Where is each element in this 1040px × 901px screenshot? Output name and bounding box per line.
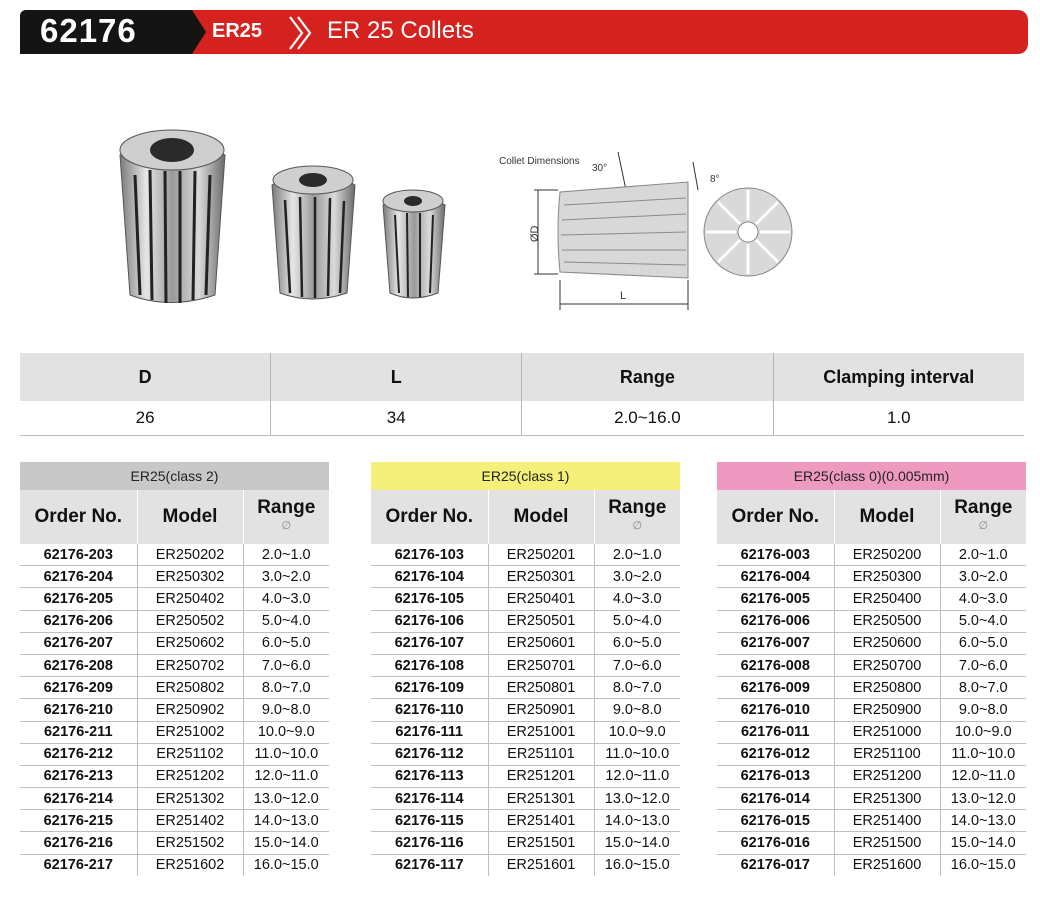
range-cell: 14.0~13.0 — [940, 810, 1026, 832]
angle-30-label: 30° — [592, 163, 608, 174]
range-cell: 2.0~1.0 — [940, 544, 1026, 566]
range-cell: 14.0~13.0 — [243, 810, 329, 832]
model-cell: ER250702 — [137, 654, 243, 676]
order-no-cell: 62176-017 — [740, 857, 810, 874]
header-order-no: Order No. — [717, 490, 834, 544]
table-row — [717, 632, 1026, 654]
table-row — [20, 677, 329, 699]
dimension-l-label: L — [620, 290, 627, 302]
order-no-cell: 62176-107 — [371, 632, 488, 654]
spec-value-l: 34 — [271, 401, 522, 436]
model-cell: ER250300 — [834, 566, 940, 588]
spec-header-d: D — [20, 353, 271, 401]
table-row — [717, 677, 1026, 699]
header-range-label: Range — [257, 497, 316, 518]
range-cell: 16.0~15.0 — [940, 854, 1026, 876]
order-no-cell: 62176-009 — [717, 677, 834, 699]
table-row — [717, 699, 1026, 721]
order-no-cell: 62176-206 — [20, 610, 137, 632]
model-cell: ER251000 — [834, 721, 940, 743]
range-cell: 6.0~5.0 — [594, 632, 680, 654]
table-row — [717, 854, 1026, 876]
range-cell: 13.0~12.0 — [243, 788, 329, 810]
model-cell: ER250902 — [137, 699, 243, 721]
model-cell: ER250500 — [834, 610, 940, 632]
order-table-class-1 — [371, 462, 680, 876]
table-row — [717, 610, 1026, 632]
table-row — [20, 810, 329, 832]
range-cell: 7.0~6.0 — [243, 654, 329, 676]
model-cell: ER250901 — [488, 699, 594, 721]
diameter-icon: ∅ — [632, 520, 643, 532]
range-cell: 2.0~1.0 — [594, 544, 680, 566]
order-no-cell: 62176-108 — [371, 654, 488, 676]
table-row — [20, 854, 329, 876]
range-cell: 4.0~3.0 — [243, 588, 329, 610]
header-range — [940, 490, 1026, 544]
angle-8-label: 8° — [710, 174, 720, 185]
order-no-cell: 62176-208 — [20, 654, 137, 676]
spec-value-range: 2.0~16.0 — [522, 401, 773, 436]
order-no-cell: 62176-110 — [371, 699, 488, 721]
range-cell: 15.0~14.0 — [940, 832, 1026, 854]
order-no-cell: 62176-011 — [717, 721, 834, 743]
range-cell: 3.0~2.0 — [940, 566, 1026, 588]
order-table-class-0 — [717, 462, 1026, 876]
model-cell: ER251500 — [834, 832, 940, 854]
spec-header-range: Range — [522, 353, 773, 401]
order-no-cell: 62176-203 — [20, 544, 137, 566]
table-row — [20, 566, 329, 588]
range-cell: 13.0~12.0 — [594, 788, 680, 810]
spec-header-l: L — [271, 353, 522, 401]
table-row — [20, 765, 329, 787]
range-cell: 13.0~12.0 — [940, 788, 1026, 810]
table-row — [371, 610, 680, 632]
spec-table — [20, 353, 1024, 436]
table-row — [20, 699, 329, 721]
table-row — [371, 588, 680, 610]
chevron-right-icon — [286, 14, 314, 52]
range-cell: 5.0~4.0 — [940, 610, 1026, 632]
range-cell: 5.0~4.0 — [243, 610, 329, 632]
order-no-cell: 62176-114 — [371, 788, 488, 810]
range-cell: 9.0~8.0 — [243, 699, 329, 721]
model-cell: ER251202 — [137, 765, 243, 787]
model-cell: ER250502 — [137, 610, 243, 632]
order-no-cell: 62176-109 — [371, 677, 488, 699]
header-order-no: Order No. — [371, 490, 488, 544]
model-cell: ER250601 — [488, 632, 594, 654]
order-no-cell: 62176-003 — [717, 544, 834, 566]
class-label: ER25(class 1) — [371, 462, 680, 490]
model-cell: ER250802 — [137, 677, 243, 699]
header-model: Model — [137, 490, 243, 544]
model-cell: ER251302 — [137, 788, 243, 810]
range-cell: 16.0~15.0 — [594, 854, 680, 876]
range-cell: 8.0~7.0 — [940, 677, 1026, 699]
page-title: ER 25 Collets — [327, 17, 474, 44]
diagram-caption: Collet Dimensions — [499, 156, 580, 167]
range-cell: 8.0~7.0 — [594, 677, 680, 699]
class-label: ER25(class 2) — [20, 462, 329, 490]
collets-product-photo — [100, 115, 470, 310]
order-no-cell: 62176-205 — [20, 588, 137, 610]
model-cell: ER250602 — [137, 632, 243, 654]
header-order-no: Order No. — [20, 490, 137, 544]
order-no-cell: 62176-111 — [371, 721, 488, 743]
order-no-cell: 62176-214 — [20, 788, 137, 810]
table-row — [371, 810, 680, 832]
table-row — [371, 654, 680, 676]
order-no-cell: 62176-014 — [717, 788, 834, 810]
header-range-label: Range — [608, 497, 667, 518]
header-model: Model — [488, 490, 594, 544]
range-cell: 14.0~13.0 — [594, 810, 680, 832]
range-cell: 11.0~10.0 — [940, 743, 1026, 765]
order-no-cell: 62176-012 — [717, 743, 834, 765]
model-cell: ER250401 — [488, 588, 594, 610]
model-cell: ER251300 — [834, 788, 940, 810]
model-cell: ER250600 — [834, 632, 940, 654]
table-row — [371, 699, 680, 721]
model-cell: ER251600 — [834, 854, 940, 876]
range-cell: 8.0~7.0 — [243, 677, 329, 699]
order-no-cell: 62176-204 — [20, 566, 137, 588]
order-no-cell: 62176-213 — [20, 765, 137, 787]
table-row — [20, 832, 329, 854]
collet-dimension-diagram — [498, 150, 828, 315]
model-cell: ER250801 — [488, 677, 594, 699]
order-no-cell: 62176-005 — [717, 588, 834, 610]
range-cell: 5.0~4.0 — [594, 610, 680, 632]
order-no-cell: 62176-217 — [43, 857, 113, 874]
header-range — [594, 490, 680, 544]
model-cell: ER251100 — [834, 743, 940, 765]
model-cell: ER251200 — [834, 765, 940, 787]
class-label: ER25(class 0)(0.005mm) — [717, 462, 1026, 490]
order-no-cell: 62176-105 — [371, 588, 488, 610]
range-cell: 11.0~10.0 — [243, 743, 329, 765]
order-no-cell: 62176-103 — [371, 544, 488, 566]
model-cell: ER251402 — [137, 810, 243, 832]
large-collet — [120, 130, 225, 303]
spec-header-clamping: Clamping interval — [773, 353, 1024, 401]
medium-collet — [272, 166, 355, 299]
header-range-label: Range — [954, 497, 1013, 518]
model-cell: ER250302 — [137, 566, 243, 588]
table-row — [20, 721, 329, 743]
model-cell: ER251601 — [488, 854, 594, 876]
model-cell: ER251301 — [488, 788, 594, 810]
range-cell: 11.0~10.0 — [594, 743, 680, 765]
model-cell: ER251501 — [488, 832, 594, 854]
table-row — [20, 743, 329, 765]
small-collet — [383, 190, 445, 298]
table-row — [717, 721, 1026, 743]
table-row — [717, 810, 1026, 832]
model-cell: ER251602 — [137, 854, 243, 876]
series-label: ER25 — [212, 20, 263, 42]
order-no-cell: 62176-007 — [717, 632, 834, 654]
model-cell: ER250900 — [834, 699, 940, 721]
model-cell: ER250700 — [834, 654, 940, 676]
model-cell: ER250301 — [488, 566, 594, 588]
model-cell: ER251002 — [137, 721, 243, 743]
dimension-d-label: ØD — [529, 225, 541, 242]
range-cell: 3.0~2.0 — [594, 566, 680, 588]
range-cell: 9.0~8.0 — [940, 699, 1026, 721]
range-cell: 4.0~3.0 — [940, 588, 1026, 610]
range-cell: 10.0~9.0 — [940, 721, 1026, 743]
model-cell: ER250201 — [488, 544, 594, 566]
diameter-icon: ∅ — [978, 520, 989, 532]
spec-value-clamping: 1.0 — [773, 401, 1024, 436]
order-no-cell: 62176-104 — [371, 566, 488, 588]
range-cell: 6.0~5.0 — [940, 632, 1026, 654]
table-row — [371, 854, 680, 876]
model-cell: ER250701 — [488, 654, 594, 676]
order-table-class-2 — [20, 462, 329, 876]
diameter-icon: ∅ — [281, 520, 292, 532]
range-cell: 12.0~11.0 — [940, 765, 1026, 787]
table-row — [717, 566, 1026, 588]
table-row — [371, 632, 680, 654]
table-row — [371, 765, 680, 787]
range-cell: 15.0~14.0 — [243, 832, 329, 854]
table-row — [371, 832, 680, 854]
model-cell: ER250402 — [137, 588, 243, 610]
order-no-cell: 62176-013 — [717, 765, 834, 787]
model-cell: ER250501 — [488, 610, 594, 632]
order-no-cell: 62176-010 — [717, 699, 834, 721]
model-cell: ER251401 — [488, 810, 594, 832]
model-cell: ER250202 — [137, 544, 243, 566]
order-no-cell: 62176-015 — [717, 810, 834, 832]
table-row — [20, 610, 329, 632]
table-row — [20, 654, 329, 676]
table-row — [371, 566, 680, 588]
range-cell: 16.0~15.0 — [243, 854, 329, 876]
order-no-cell: 62176-207 — [20, 632, 137, 654]
range-cell: 12.0~11.0 — [594, 765, 680, 787]
table-row — [20, 544, 329, 566]
header-model: Model — [834, 490, 940, 544]
table-row — [371, 721, 680, 743]
range-cell: 4.0~3.0 — [594, 588, 680, 610]
order-no-cell: 62176-209 — [20, 677, 137, 699]
order-no-cell: 62176-117 — [394, 857, 464, 874]
order-no-cell: 62176-115 — [371, 810, 488, 832]
model-cell: ER251502 — [137, 832, 243, 854]
range-cell: 6.0~5.0 — [243, 632, 329, 654]
table-row — [717, 588, 1026, 610]
range-cell: 3.0~2.0 — [243, 566, 329, 588]
range-cell: 10.0~9.0 — [594, 721, 680, 743]
order-no-cell: 62176-116 — [371, 832, 488, 854]
range-cell: 9.0~8.0 — [594, 699, 680, 721]
range-cell: 7.0~6.0 — [594, 654, 680, 676]
table-row — [371, 788, 680, 810]
order-no-cell: 62176-112 — [371, 743, 488, 765]
range-cell: 15.0~14.0 — [594, 832, 680, 854]
table-row — [717, 544, 1026, 566]
order-no-cell: 62176-211 — [20, 721, 137, 743]
model-cell: ER251201 — [488, 765, 594, 787]
header-banner — [20, 10, 1028, 54]
order-no-cell: 62176-215 — [20, 810, 137, 832]
model-cell: ER250400 — [834, 588, 940, 610]
model-cell: ER251400 — [834, 810, 940, 832]
order-no-cell: 62176-006 — [717, 610, 834, 632]
model-cell: ER251102 — [137, 743, 243, 765]
table-row — [717, 765, 1026, 787]
product-code: 62176 — [40, 12, 137, 49]
order-no-cell: 62176-106 — [371, 610, 488, 632]
header-range — [243, 490, 329, 544]
table-row — [717, 832, 1026, 854]
range-cell: 10.0~9.0 — [243, 721, 329, 743]
table-row — [20, 588, 329, 610]
order-no-cell: 62176-004 — [717, 566, 834, 588]
range-cell: 7.0~6.0 — [940, 654, 1026, 676]
table-row — [717, 788, 1026, 810]
order-no-cell: 62176-113 — [371, 765, 488, 787]
range-cell: 12.0~11.0 — [243, 765, 329, 787]
table-row — [371, 544, 680, 566]
table-row — [20, 788, 329, 810]
spec-value-d: 26 — [20, 401, 271, 436]
order-no-cell: 62176-212 — [20, 743, 137, 765]
model-cell: ER251001 — [488, 721, 594, 743]
model-cell: ER251101 — [488, 743, 594, 765]
order-no-cell: 62176-016 — [717, 832, 834, 854]
order-no-cell: 62176-008 — [717, 654, 834, 676]
range-cell: 2.0~1.0 — [243, 544, 329, 566]
table-row — [371, 743, 680, 765]
order-no-cell: 62176-216 — [20, 832, 137, 854]
model-cell: ER250200 — [834, 544, 940, 566]
table-row — [717, 743, 1026, 765]
table-row — [20, 632, 329, 654]
order-no-cell: 62176-210 — [20, 699, 137, 721]
table-row — [371, 677, 680, 699]
model-cell: ER250800 — [834, 677, 940, 699]
table-row — [717, 654, 1026, 676]
